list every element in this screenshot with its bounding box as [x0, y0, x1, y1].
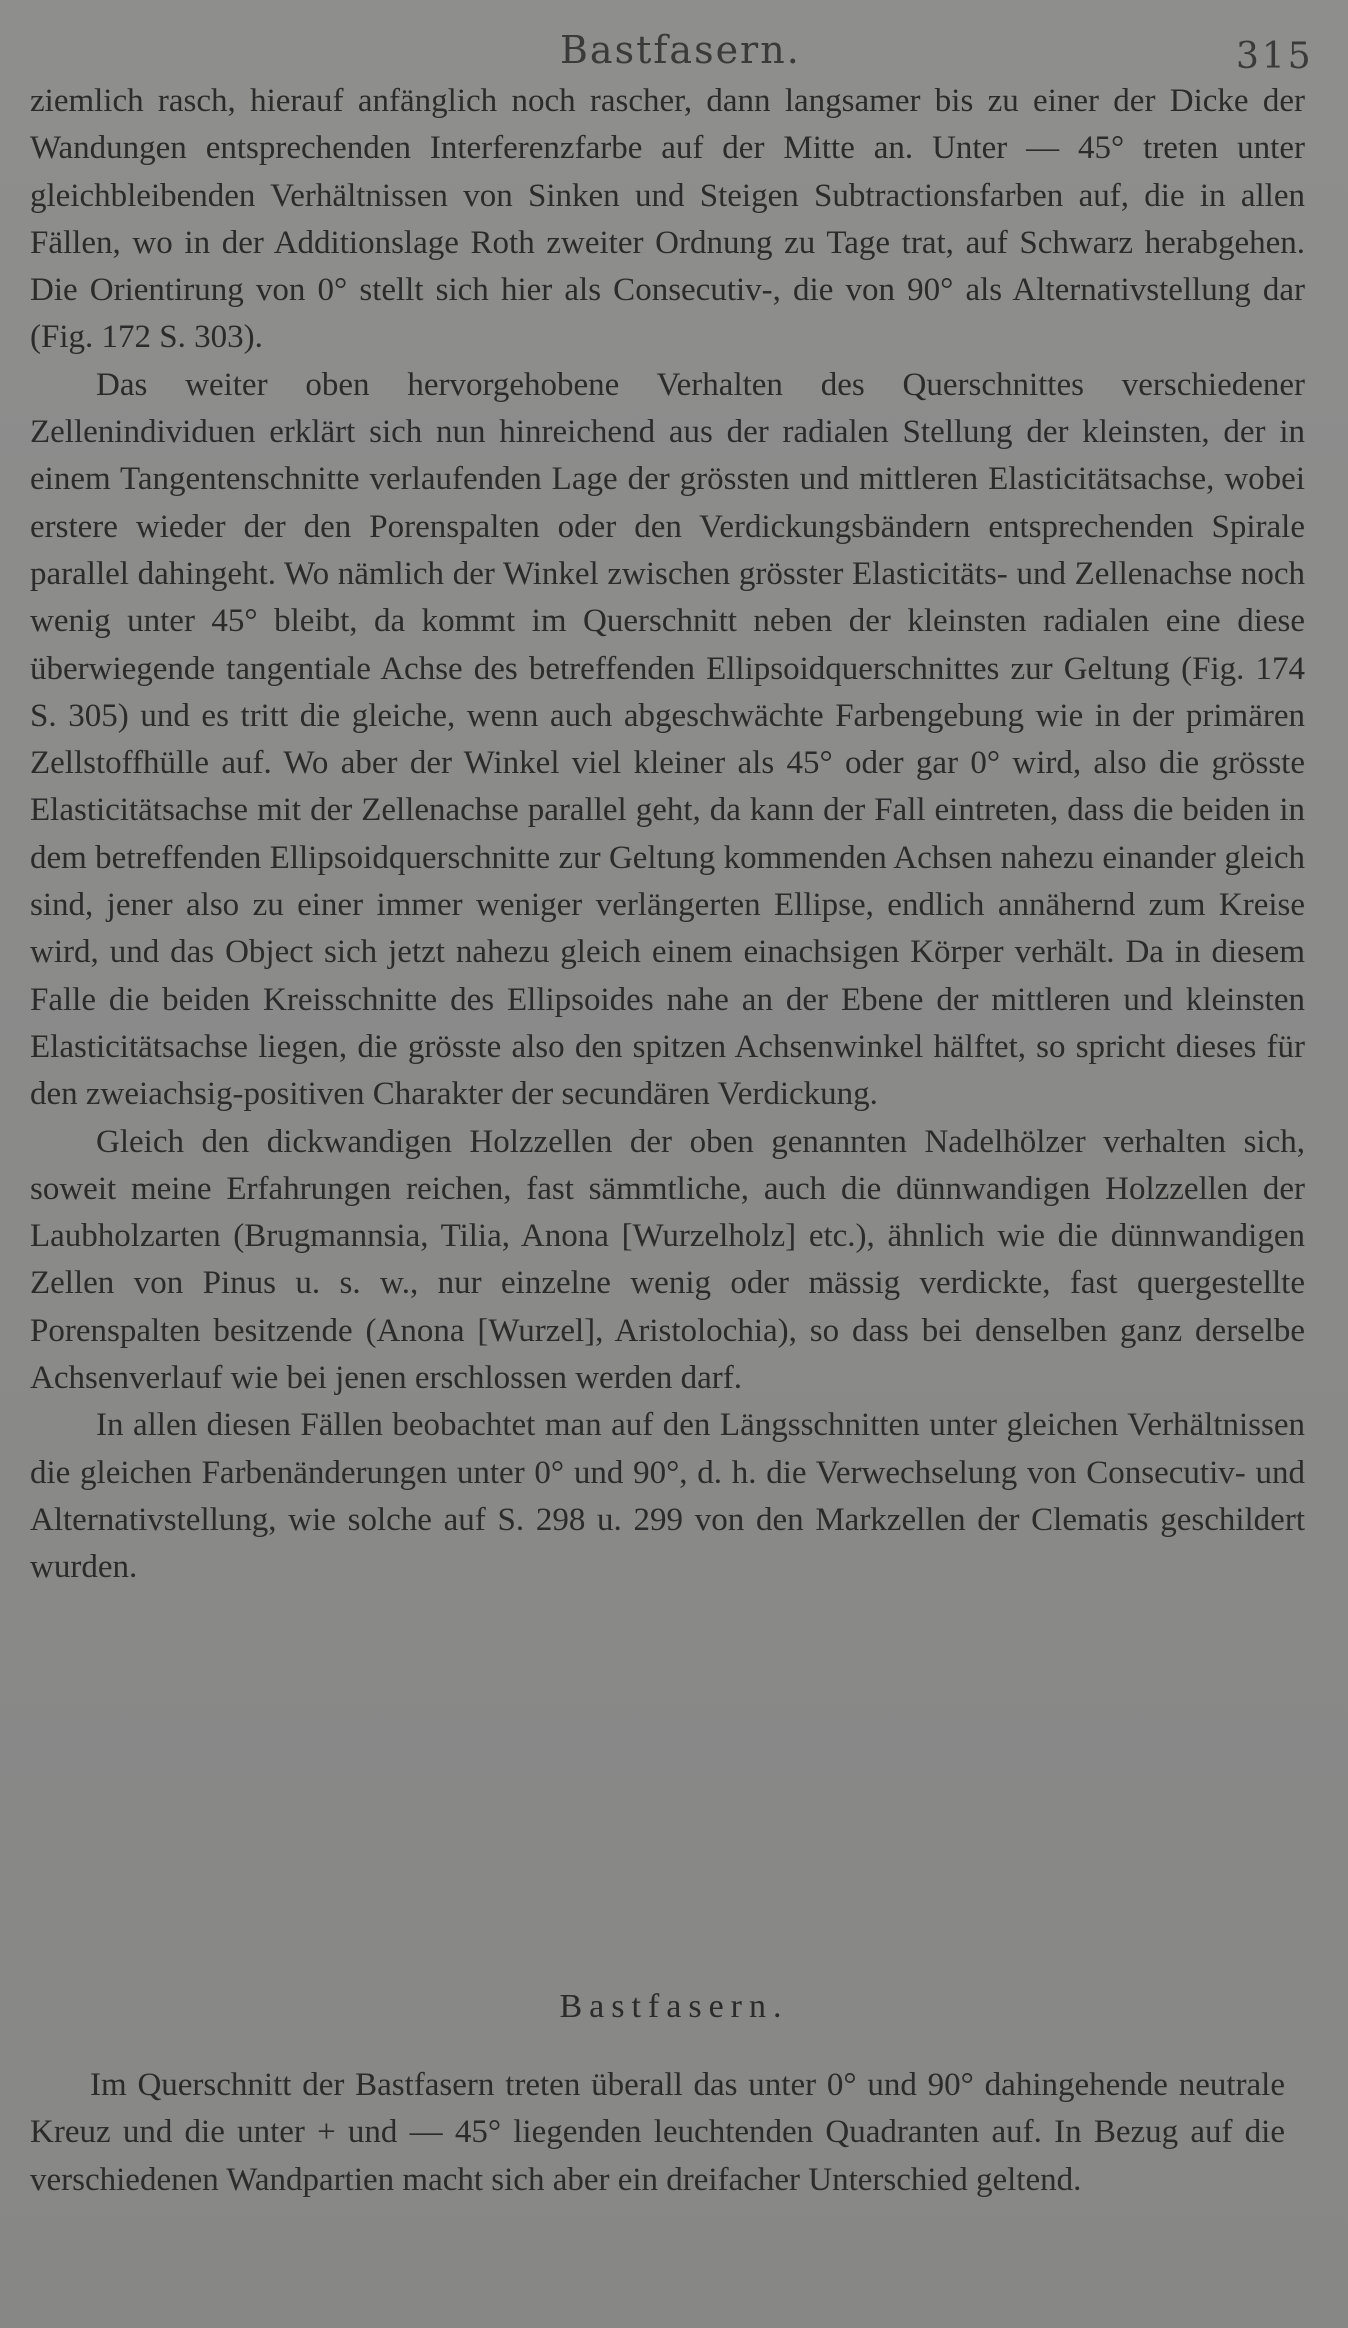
section-heading: Bastfasern.	[559, 1988, 789, 2025]
section-body	[30, 2062, 1285, 2204]
running-head	[0, 28, 1348, 78]
paragraph-longitudinal-sections: In allen diesen Fällen beobachtet man auf den Längsschnitten unter gleichen Verhältnissen die gleichen Farbenänderungen unter 0° und 90°, d. h. die Verwechselung von Consecutiv- und Alternativstellung, wie solche auf S. 298 u. 299 von den Markzellen der Clematis geschildert wurden.	[30, 1407, 1305, 1586]
paragraph-cross-section-behaviour: Das weiter oben hervorgehobene Verhalten des Querschnittes verschiedener Zellenindividuen erklärt sich nun hinreichend aus der radialen Stellung der kleinsten, der in einem Tangentenschnitte verlaufenden Lage der grössten und mittleren Elasticitätsachse, wobei erstere wieder der den Porenspalten oder den Verdickungsbändern entsprechenden Spirale parallel dahingeht. Wo nämlich der Winkel zwischen grösster Elasticitäts- und Zellenachse noch wenig unter 45° bleibt, da kommt im Querschnitt neben der kleinsten radialen eine diese überwiegende tangentiale Achse des betreffenden Ellipsoidquerschnittes zur Geltung (Fig. 174 S. 305) und es tritt die gleiche, wenn auch abgeschwächte Farbengebung wie in der primären Zellstoffhülle auf. Wo aber der Winkel viel kleiner als 45° oder gar 0° wird, also die grösste Elasticitätsachse mit der Zellenachse parallel geht, da kann der Fall eintreten, dass die beiden in dem betreffenden Ellipsoidquerschnitte zur Geltung kommenden Achsen nahezu einander gleich sind, jener also zu einer immer weniger verlängerten Ellipse, endlich annähernd zum Kreise wird, und das Object sich jetzt nahezu gleich einem einachsigen Körper verhält. Da in diesem Falle die beiden Kreisschnitte des Ellipsoides nahe an der Ebene der mittleren und kleinsten Elasticitätsachse liegen, die grösste also den spitzen Achsenwinkel hälftet, so spricht dieses für den zweiachsig-positiven Charakter der secundären Verdickung.	[30, 366, 1305, 1113]
paragraph-wood-cells: Gleich den dickwandigen Holzzellen der oben genannten Nadelhölzer verhalten sich, soweit meine Erfahrungen reichen, fast sämmtliche, auch die dünnwandigen Holzzellen der Laubholzarten (Brugmannsia, Tilia, Anona [Wurzelholz] etc.), ähnlich wie die dünnwandigen Zellen von Pinus u. s. w., nur einzelne wenig oder mässig verdickte, fast quergestellte Porenspalten besitzende (Anona [Wurzel], Aristolochia), so dass bei denselben ganz derselbe Achsenverlauf wie bei jenen erschlossen werden darf.	[30, 1123, 1305, 1397]
body-text	[30, 78, 1305, 1592]
paragraph-bastfasern-intro: Im Querschnitt der Bastfasern treten überall das unter 0° und 90° dahingehende neutrale Kreuz und die unter + und — 45° liegenden leuchtenden Quadranten auf. In Bezug auf die verschiedenen Wandpartien macht sich aber ein dreifacher Unterschied geltend.	[30, 2067, 1285, 2198]
running-head-title: Bastfasern.	[560, 28, 801, 72]
page-number: 315	[1236, 36, 1314, 77]
paragraph-continuation: ziemlich rasch, hierauf anfänglich noch rascher, dann langsamer bis zu einer der Dicke der Wandungen entsprechenden Interferenzfarbe auf der Mitte an. Unter — 45° treten unter gleichbleibenden Verhältnissen von Sinken und Steigen Subtractionsfarben auf, die in allen Fällen, wo in der Additionslage Roth zweiter Ordnung zu Tage trat, auf Schwarz herabgehen. Die Orientirung von 0° stellt sich hier als Consecutiv-, die von 90° als Alternativstellung dar (Fig. 172 S. 303).	[30, 83, 1305, 356]
